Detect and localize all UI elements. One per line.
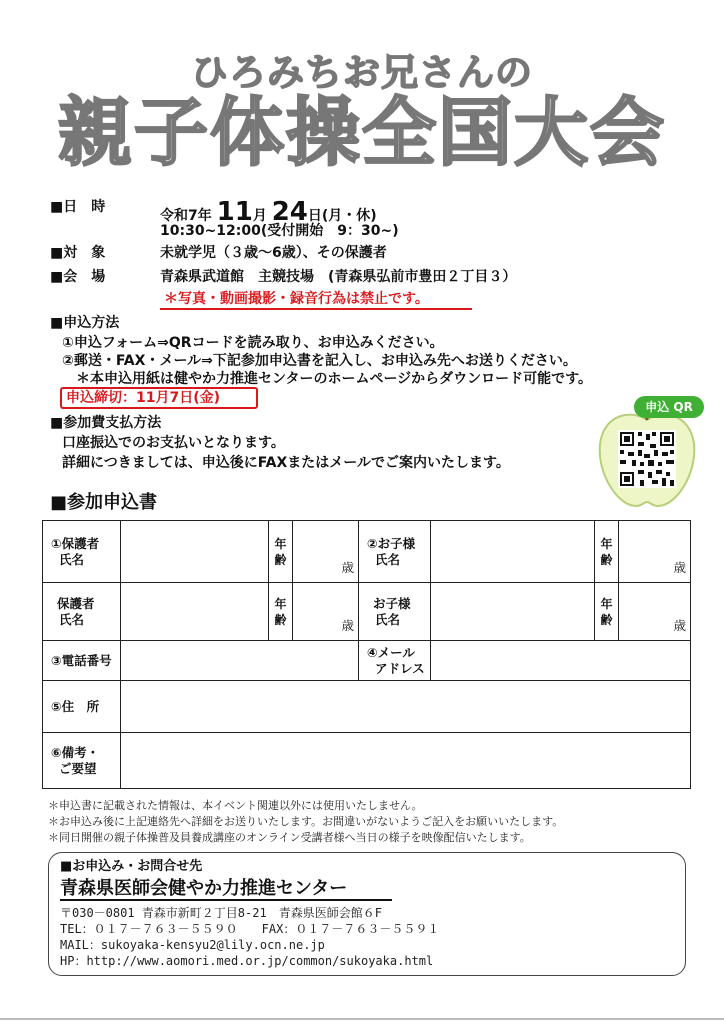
child-1-age-field[interactable]: 歳 [619, 521, 691, 583]
form-row-5 [43, 733, 691, 789]
guardian-2-name-field[interactable] [121, 583, 269, 641]
date-value: 令和7年 11月 24日(月・休) [160, 197, 377, 227]
deadline-text: 申込締切：11月7日(金) [66, 390, 221, 406]
venue-notice-underline [160, 308, 472, 310]
email-label: ④メール アドレス [359, 641, 431, 681]
child-2-label: お子様 氏名 [359, 583, 431, 641]
guardian-2-label: 保護者 氏名 [43, 583, 121, 641]
form-row-2 [43, 583, 691, 641]
application-form-table [42, 520, 691, 789]
phone-field[interactable] [121, 641, 359, 681]
guardian-2-age-field[interactable]: 歳 [293, 583, 359, 641]
venue-value: 青森県武道館 主競技場 (青森県弘前市豊田２丁目３） [160, 269, 517, 285]
event-title: 親子体操全国大会 [58, 90, 666, 176]
payment-line-1: 口座振込でのお支払いとなります。 [62, 435, 285, 451]
child-2-age-field[interactable]: 歳 [619, 583, 691, 641]
apply-method-note: ＊本申込用紙は健やか力推進センターのホームページからダウンロード可能です。 [76, 371, 593, 387]
contact-homepage-link[interactable]: HP：http://www.aomori.med.or.jp/common/sukoyaka.html [60, 954, 434, 968]
organization-underline [60, 899, 392, 901]
form-row-3 [43, 641, 691, 681]
guardian-2-age-label: 年 齢 [269, 583, 293, 641]
email-field[interactable] [431, 641, 691, 681]
remarks-label: ⑥備考・ ご要望 [43, 733, 121, 789]
date-label: ■日 時 [50, 199, 106, 215]
contact-tel-fax: TEL：０１７－７６３－５５９０ FAX：０１７－７６３－５５９１ [60, 922, 440, 936]
child-2-name-field[interactable] [431, 583, 595, 641]
bottom-divider [0, 1018, 724, 1020]
child-1-label: ②お子様 氏名 [359, 521, 431, 583]
contact-organization: 青森県医師会健やか力推進センター [60, 878, 348, 899]
payment-heading: ■参加費支払方法 [50, 415, 162, 431]
note-streaming: ＊同日開催の親子体操普及員養成講座のオンライン受講者様へ当日の様子を映像配信いたします。 [48, 831, 531, 844]
guardian-1-age-label: 年 齢 [269, 521, 293, 583]
child-1-age-label: 年 齢 [595, 521, 619, 583]
time-value: 10:30~12:00(受付開始 9：30~) [160, 223, 399, 239]
guardian-1-age-field[interactable]: 歳 [293, 521, 359, 583]
apply-heading: ■申込方法 [50, 315, 120, 331]
form-row-4 [43, 681, 691, 733]
payment-line-2: 詳細につきましては、申込後にFAXまたはメールでご案内いたします。 [62, 455, 510, 471]
guardian-1-name-field[interactable] [121, 521, 269, 583]
child-2-age-label: 年 齢 [595, 583, 619, 641]
contact-heading: ■お申込み・お問合せ先 [60, 859, 203, 874]
note-privacy: ＊申込書に記載された情報は、本イベント関連以外には使用いたしません。 [48, 799, 423, 812]
apply-method-mail: ②郵送・FAX・メール⇒下記参加申込書を記入し、お申込み先へお送りください。 [62, 353, 577, 369]
target-label: ■対 象 [50, 245, 106, 261]
address-label: ⑤住 所 [43, 681, 121, 733]
target-value: 未就学児（３歳～6歳）、その保護者 [160, 245, 387, 261]
note-confirmation: ＊お申込み後に上記連絡先へ詳細をお送りいたします。お間違いがないようご記入をお願いいたします。 [48, 815, 564, 828]
form-heading: ■参加申込書 [50, 492, 158, 513]
address-field[interactable] [121, 681, 691, 733]
venue-label: ■会 場 [50, 269, 106, 285]
venue-notice: ＊写真・動画撮影・録音行為は禁止です。 [164, 291, 429, 307]
form-row-1 [43, 521, 691, 583]
remarks-field[interactable] [121, 733, 691, 789]
contact-email-link[interactable]: MAIL：sukoyaka-kensyu2@lily.ocn.ne.jp [60, 938, 325, 952]
event-subtitle: ひろみちお兄さんの [191, 51, 533, 94]
phone-label: ③電話番号 [43, 641, 121, 681]
apply-method-form: ①申込フォーム⇒QRコードを読み取り、お申込みください。 [62, 335, 444, 351]
contact-address: 〒030－0801 青森市新町２丁目8-21 青森県医師会館６F [60, 906, 382, 920]
guardian-1-label: ①保護者 氏名 [43, 521, 121, 583]
qr-label-badge: 申込 QR [634, 396, 704, 418]
child-1-name-field[interactable] [431, 521, 595, 583]
